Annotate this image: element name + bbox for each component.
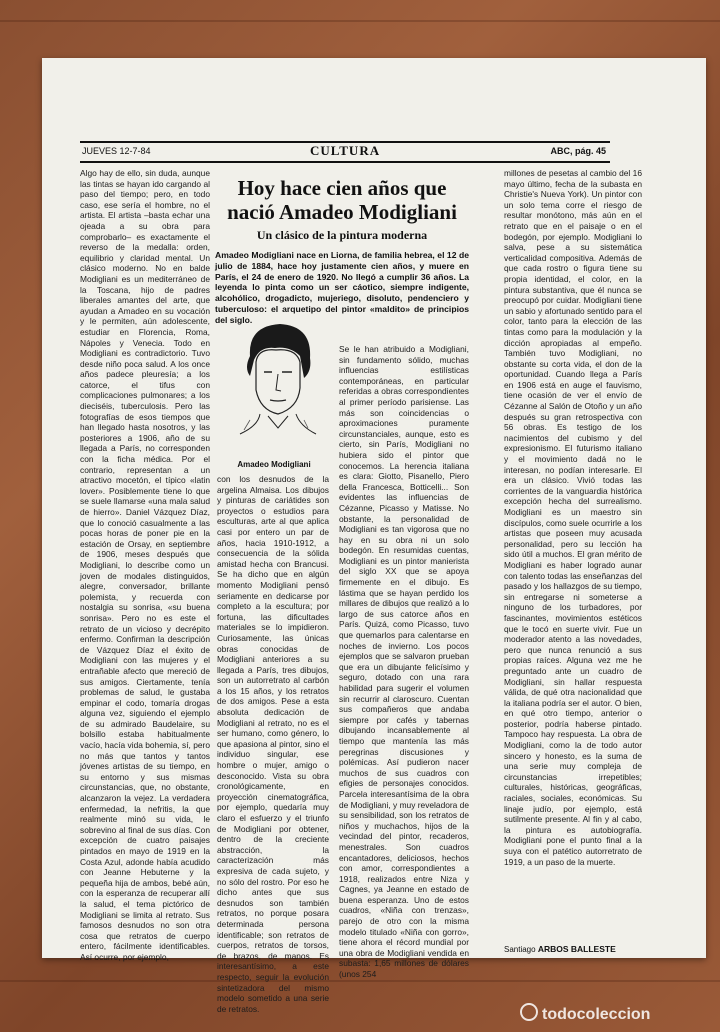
section-name: CULTURA [310,143,381,158]
watermark [520,1003,650,1024]
signature-name: ARBOS BALLESTE [537,944,616,954]
modigliani-portrait [220,316,330,436]
watermark-text: todocoleccion [542,1006,651,1023]
column-1: Algo hay de ello, sin duda, aunque las tintas se hayan ido cargando al paso del tiempo; pero, en todo caso, ese sería el hombre, no el artista. El artista –basta echar una ojeada a su obra para comprobarlo– es exactamente el reverso de la medalla: orden, equilibrio y claridad mental. Un clásico moderno. No en balde Modigliani es un mediterráneo de la Toscana, hijo de padres liberales amantes del arte, que ayudan a Amadeo en su vocación y le permiten, aún adolescente, estudiar en Florencia, Roma, Nápoles y Venecia. Todo en Modigliani es contradictorio. Tuvo desde niño poca salud. A los once años padece pleuresía; a los catorce, el tifus con complicaciones pulmonares; a los dieciséis, tuberculosis. Pero las fotografías de esos tiempos que han llegado hasta nosotros, y las posteriores a 1906, año de su llegada a París, no corresponden con la ficha médica. Por el contrario, representan a un atractivo mocetón, el típico «latin lover». Posiblemente tiene lo que se suele llamarse «una mala salud de hierro». Daniel Vázquez Díaz, que lo conoció casualmente a las pocas horas de poner pie en la estación de Orsay, en septiembre de 1906, meses después que Modigliani, lo describe como un joven de modales distinguidos, alegre, conversador, brillante polemista, y recuerda con nostalgia su sonrisa, «su buena sonrisa». Pero no es este el retrato de un vicioso y decrépito enfermo. Confirman la descripción de Vázquez Díaz el éxito de Modigliani con las mujeres y el entrañable afecto que mereció de sus amigos. Ciertamente, tenía problemas de salud, le gustaba empinar el codo, tomaría drogas alguna vez, siguiendo el ejemplo de su admirado Baudelaire, su bolsillo estaba habitualmente vacío, hacía vida bohemia, sí, pero no más que tantos y tantos jóvenes artistas de su tiempo, en su entorno y sus mismas circunstancias, que, no obstante, alcanzaron la vejez. La verdadera enfermedad, la nefritis, la que realmente minó su vida, le sobrevino al final de sus días. Con excepción de cuatro paisajes pintados en mayo de 1919 en la Costa Azul, adonde había acudido con Jeanne Hebuterne y la pequeña hija de ambos, bebé aún, con la esperanza de recuperar allí la salud, el tema pictórico de Modigliani se limita al retrato. Sus famosos desnudos no son otra cosa que retratos de cuerpo entero, fácilmente identificables. Así ocurre, por ejemplo, [80,168,210,962]
watermark-logo-icon [520,1003,538,1021]
page-header [80,141,610,163]
column-2: con los desnudos de la argelina Almaisa. Los dibujos y pinturas de cariátides son proyectos o estudios para esculturas, arte al que aplica casi por entero un par de años, hacia 1910-1912, a consecuencia de la sólida amistad hecha con Brancusi. Se ha dicho que en algún momento Modigliani pensó seriamente en dedicarse por completo a la escultura; por fortuna, las dificultades materiales se lo impidieron. Curiosamente, las únicas obras conocidas de Modigliani anteriores a su llegada a París, tres dibujos, son un autorretrato al carbón a los 15 años, y los retratos de dos amigos. Pese a esta absoluta dedicación de Modigliani al retrato, no es el ser humano, como género, lo que apasiona al pintor, sino el individuo singular, ese hombre o mujer, amigo o desconocido. Vista su obra cronológicamente, en proyección cinematográfica, por ejemplo, quedaría muy claro el esfuerzo y el triunfo de Modigliani por obtener, dentro de la creciente abstracción, la caracterización más expresiva de cada sujeto, y no sólo del rostro. Por eso he dicho antes que sus desnudos son también retratos, no porque posara determinada persona identificable; son retratos de cuerpos, retratos de torsos, de brazos, de manos. Es interesantísimo, a este respecto, seguir la evolución sintetizadora del mismo modelo sometido a una serie de retratos. [217,474,329,1014]
author-signature [504,944,616,954]
newspaper-page [42,58,706,1014]
portrait-caption: Amadeo Modigliani [237,460,311,469]
article-lead: Amadeo Modigliani nace en Liorna, de familia hebrea, el 12 de julio de 1884, hace hoy justamente cien años, y muere en París, el 24 de enero de 1920. No llegó a cumplir 36 años. La leyenda lo pinta como un ser cáotico, siempre indigente, alcohólico, drogadicto, mujeriego, disoluto, pendenciero y tuberculoso: el arquetipo del pintor «maldito» de principios del siglo. [215,250,469,325]
article-title: Hoy hace cien años que nació Amadeo Modigliani [227,176,457,224]
column-4: millones de pesetas al cambio del 16 mayo último, fecha de la subasta en Christie's Nueva York). Un pintor con un solo tema corre el riesgo de resultar monótono, más aún en el retrato que en el paisaje o en el bodegón, por ejemplo. Modigliani lo salva, pese a su sistemática verticalidad compositiva. Además de que cada rostro o figura tiene su propia identidad, el color, en la pintura substantiva, que él nunca se preocupó por cuidar. Modigliani tiene un sabio y afortunado sentido para el color, tanto para la elección de las tintas como para la modulación y la dicción apropiadas al empeño. También tuvo Modigliani, no obstante su corta vida, el don de la oportunidad. Cuando llega a París en 1906 está en auge el fauvismo, tiene ocasión de ver el envío de Cézanne al Salón de Otoño y un año después su gran retrospectiva con 56 obras. Es testigo de los nacimientos del cubismo y del expresionismo. El futurismo italiano y el movimiento dadá no le interesan, no podían interesarle. El era un clásico. Vivió todas las corrientes de la vanguardia histórica excepción hecha del surrealismo. Modigliani es un maestro sin discípulos, como suele ocurrirle a los artistas que poseen muy acusada personalidad, pero su lección ha sido útil a muchos. El gran mérito de Modigliani es haber logrado aunar con talento todas las enseñanzas del pasado y los hallazgos de su tiempo, sin entregarse ni someterse a ninguno de los turbadores, por fascinantes, movimientos estéticos que le tocó en suerte vivir. Fue un moderador atento a las novedades, pero que nunca renunció a sus propias raíces. Alguna vez me he preguntado ante un cuadro de Modigliani, sin hallar respuesta válida, de qué otra nacionalidad que la italiana podría ser el autor. O bien, en qué otro tiempo, anterior o posterior, podría haberse pintado. Tampoco hay respuesta. La obra de Modigliani, como la de todo autor sincero y honesto, es la suma de una serie muy compleja de circunstancias irrepetibles; culturales, históricas, geográficas, raciales, sociales, económicas. Su linaje judío, por ejemplo, está sutilmente presente. Al fin y al cabo, la pintura es autobiografía. Modigliani pone el punto final a la suya con el patético autorretrato de 1919, a un paso de la muerte. [504,168,642,867]
issue-date: JUEVES 12-7-84 [82,146,151,156]
column-3: Se le han atribuido a Modigliani, sin fundamento sólido, muchas influencias estilísticas contemporáneas, en particular referidas a obras correspondientes al primer período parisiense. Las más son coincidencias o aproximaciones puramente circunstanciales, aunque, esto es cierto, sin París, Modigliani no hubiera sido el pintor que conocemos. La herencia italiana es clara: Giotto, Pisanello, Piero della Francesca, Botticelli... Son evidentes las influencias de Cézanne, Picasso y Matisse. No obstante, la personalidad de Modigliani es tan vigorosa que no hay en su obra ni un solo bodegón. En resumidas cuentas, Modigliani es un pintor manierista del siglo XX que se apoya firmemente en el dibujo. Es lástima que se hayan perdido los millares de dibujos que realizó a lo largo de sus catorce años en París. Quizá, como Picasso, tuvo que quemarlos para calentarse en noches de invierno. Los pocos ejemplos que se salvaron prueban que era un dibujante felicísimo y seguro, dotado con una rara habilidad para sugerir el volumen sin recurrir al claroscuro. Cuentan sus compañeros que andaba siempre por cafés y tabernas dibujando incansablemente al tiempo que mantenía las más peregrinas discusiones y polémicas. Así pudieron nacer muchos de sus cuadros con efigies de personajes conocidos. Parcela interesantísima de la obra de Modigliani, y muy reveladora de su sensibilidad, son los retratos de niños y muchachos, hijos de la vecindad del pintor, recaderos, menestrales. Son cuadros encantadores, deliciosos, hechos con amor, correspondientes a 1918, realizados entre Niza y Cagnes, ya Jeanne en estado de buena esperanza. Uno de estos cuadros, «Niña con trenzas», parejo de otro con la misma modelo titulado «Niña con gorro», tiene ahora el récord mundial por una obra de Modigliani vendida en subasta: 1,65 millones de dólares (unos 254 [339,344,469,980]
signature-prefix: Santiago [504,945,536,954]
page-number: ABC, pág. 45 [550,146,606,156]
article-subtitle: Un clásico de la pintura moderna [256,228,428,242]
